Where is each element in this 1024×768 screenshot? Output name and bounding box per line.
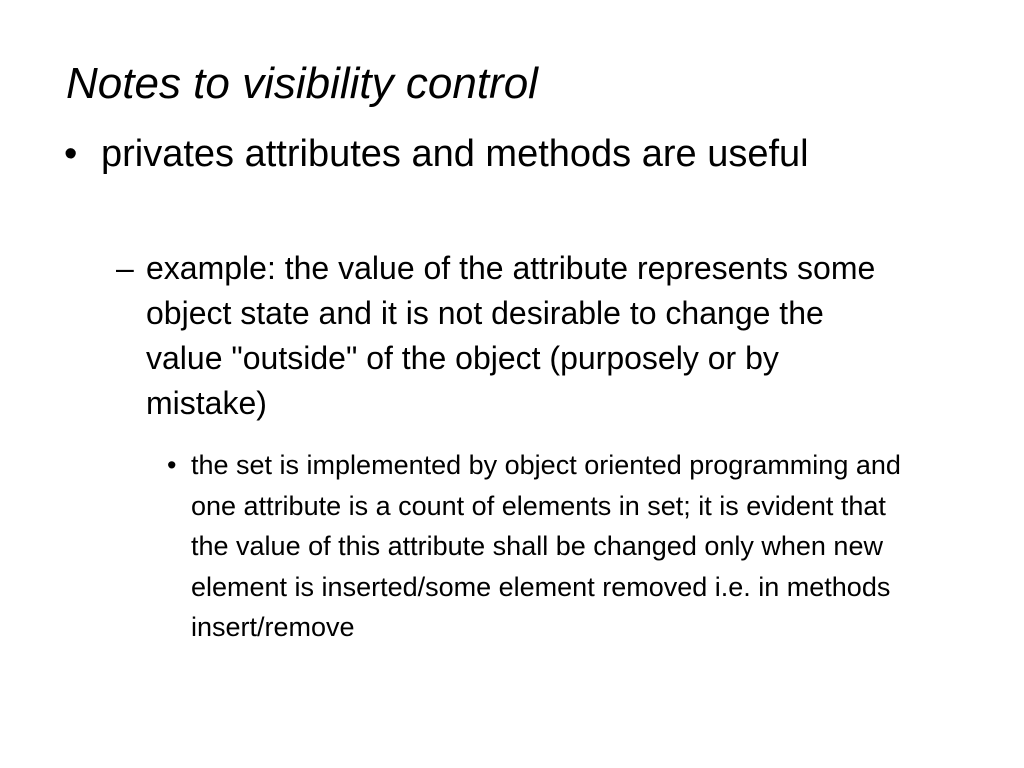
bullet-text: privates attributes and methods are useful [101, 133, 809, 175]
bullet-marker: • [64, 133, 78, 175]
bullet-level-1 [64, 128, 864, 180]
bullet-level-3 [167, 445, 927, 648]
slide-title: Notes to visibility control [66, 59, 538, 108]
sub-bullet-text: example: the value of the attribute represents some object state and it is not desirable to change the value "outside" of the object (purposely or by mistake) [146, 250, 876, 421]
sub-sub-bullet-text: the set is implemented by object oriented programming and one attribute is a count of elements in set; it is evident that the value of this attribute shall be changed only when new element is inserted/some element removed i.e. in methods insert/remove [191, 450, 901, 642]
bullet-marker-small: • [167, 450, 177, 480]
dash-marker: – [116, 250, 134, 286]
bullet-level-2 [116, 246, 896, 426]
